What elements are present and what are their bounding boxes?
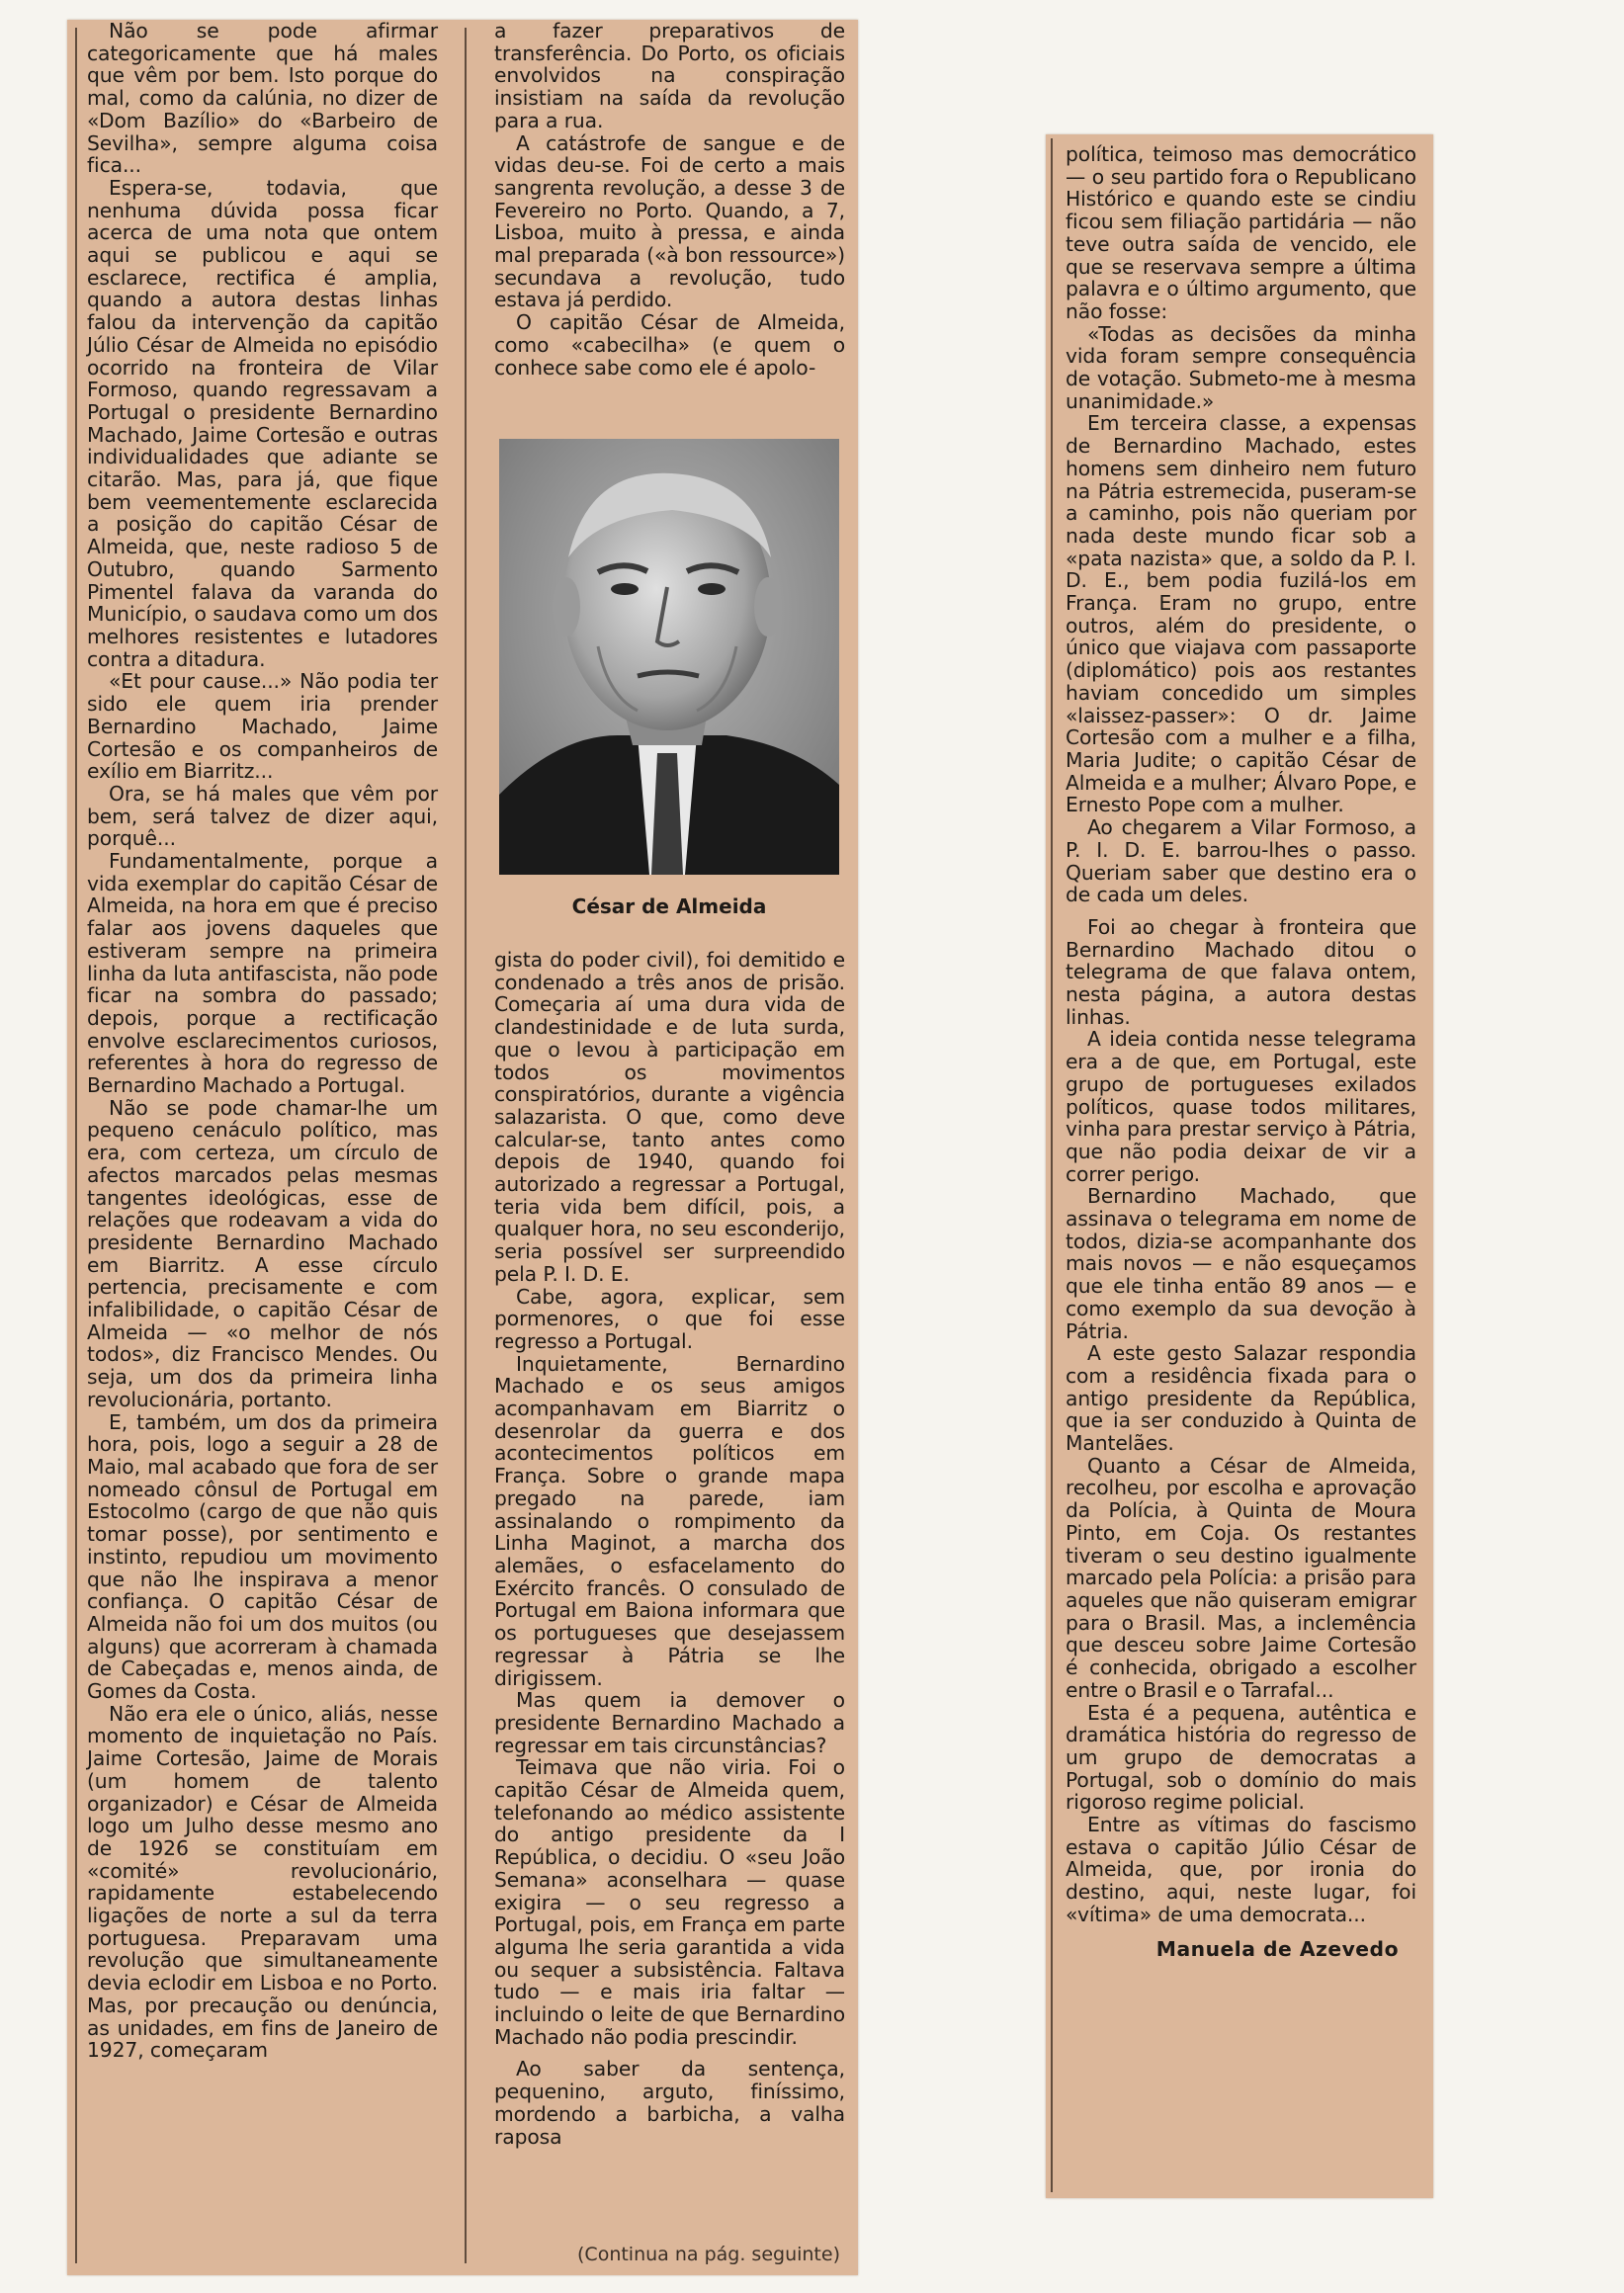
paragraph: gista do poder civil), foi demitido e condenado a três anos de prisão. Começaria aí uma dura vida de clandestinidade e de luta surda, que o levou à participação em todos os movimentos conspiratórios, durante a vigência salazarista. O que, como deve calcular-se, tanto antes como depois de 1940, quando foi autorizado a regressar a Portugal, teria vida bem difícil, pois, a qualquer hora, no seu esconderijo, seria possível ser surpreendido pela P. I. D. E. <box>494 948 845 1286</box>
paragraph: Ora, se há males que vêm por bem, será talvez de dizer aqui, porquê... <box>87 781 438 851</box>
paragraph: E, também, um dos da primeira hora, pois, logo a seguir a 28 de Maio, mal acabado que fora de ser nomeado cônsul de Portugal em Estocolmo (cargo de que não quis tomar posse), por sentimento e instinto, repudiou um movimento que não lhe inspirava a menor confiança. O capitão César de Almeida não foi um dos muitos (ou alguns) que acorreram à chamada de Cabeçadas e, menos ainda, de Gomes da Costa. <box>87 1409 438 1704</box>
paragraph: Inquietamente, Bernardino Machado e os seus amigos acompanhavam em Biarritz o desenrolar da guerra e dos acontecimentos políticos em França. Sobre o grande mapa pregado na parede, iam assinalando o rompimento da Linha Maginot, a marcha dos alemães, o esfacelamento do Exército francês. O consulado de Portugal em Baiona informara que os portugueses que desejassem regressar à Pátria se lhe dirigissem. <box>494 1351 845 1690</box>
portrait-image <box>499 439 839 875</box>
paragraph: Foi ao chegar à fronteira que Bernardino Machado ditou o telegrama de que falava ontem, nesta página, a autora destas linhas. <box>1066 914 1416 1029</box>
paragraph: A ideia contida nesse telegrama era a de que, em Portugal, este grupo de portugueses exilados políticos, quase todos militares, vinha para prestar serviço à Pátria, que não podia deixar de vir a correr perigo. <box>1066 1027 1416 1186</box>
column-rule <box>75 28 77 2263</box>
portrait-photo <box>499 439 839 875</box>
paragraph: Teimava que não viria. Foi o capitão César de Almeida quem, telefonando ao médico assistente do antigo presidente da I República, o decidiu. O «seu João Semana» aconselhara — quase exigira — o seu regresso a Portugal, pois, em França em parte alguma lhe seria garantida a vida ou sequer a subsistência. Faltava tudo — e mais iria faltar — incluindo o leite de que Bernardino Machado não podia prescindir. <box>494 1755 845 2049</box>
photo-caption: César de Almeida <box>571 894 767 918</box>
paragraph: Cabe, agora, explicar, sem pormenores, o que foi esse regresso a Portugal. <box>494 1284 845 1353</box>
paragraph: Espera-se, todavia, que nenhuma dúvida possa ficar acerca de uma nota que ontem aqui se publicou e aqui se esclarece, rectifica é amplia, quando a autora destas linhas falou da intervenção da capitão Júlio César de Almeida no episódio ocorrido na fronteira de Vilar Formoso, quando regressavam a Portugal o presidente Bernardino Machado, Jaime Cortesão e outras individualidades que adiante se citarão. Mas, para já, que fique bem veementemente esclarecida a posição do capitão César de Almeida, que, neste radioso 5 de Outubro, quando Sarmento Pimentel falava da varanda do Município, o saudava como um dos melhores resistentes e lutadores contra a ditadura. <box>87 175 438 671</box>
article-column-2-bottom <box>494 949 845 2148</box>
paragraph: Não era ele o único, aliás, nesse momento de inquietação no País. Jaime Cortesão, Jaime de Morais (um homem de talento organizador) e César de Almeida logo um Julho desse mesmo ano de 1926 se constituíam em «comité» revolucionário, rapidamente estabelecendo ligações de norte a sul da terra portuguesa. Preparavam uma revolução que simultaneamente devia eclodir em Lisboa e no Porto. Mas, por precaução ou denúncia, as unidades, em fins de Janeiro de 1927, começaram <box>87 1701 438 2063</box>
author-signature: Manuela de Azevedo <box>1155 1936 1399 1961</box>
paragraph: Quanto a César de Almeida, recolheu, por escolha e aprovação da Polícia, à Quinta de Moura Pinto, em Coja. Os restantes tiveram o seu destino igualmente marcado pela Polícia: a prisão para aqueles que não quiseram emigrar para o Brasil. Mas, a inclemência que desceu sobre Jaime Cortesão é conhecida, obrigado a escolher entre o Brasil e o Tarrafal... <box>1066 1453 1416 1702</box>
paragraph: Não se pode chamar-lhe um pequeno cenáculo político, mas era, com certeza, um círculo de afectos marcados pelas mesmas tangentes ideológicas, esse de relações que rodeavam a vida do presidente Bernardino Machado em Biarritz. A esse círculo pertencia, precisamente e com infalibilidade, o capitão César de Almeida — «o melhor de nós todos», diz Francisco Mendes. Ou seja, um dos da primeira linha revolucionária, portanto. <box>87 1095 438 1411</box>
column-rule <box>1051 138 1053 2192</box>
paragraph: Mas quem ia demover o presidente Bernardino Machado a regressar em tais circunstâncias? <box>494 1688 845 1757</box>
paragraph: «Et pour cause...» Não podia ter sido ele quem iria prender Bernardino Machado, Jaime Cortesão e os companheiros de exílio em Biarritz... <box>87 669 438 784</box>
paragraph: A este gesto Salazar respondia com a residência fixada para o antigo presidente da República, que ia ser conduzido à Quinta de Mantelães. <box>1066 1341 1416 1456</box>
paragraph: «Todas as decisões da minha vida foram sempre consequência de votação. Submeto-me à mesma unanimidade.» <box>1066 321 1416 413</box>
paragraph: Não se pode afirmar categoricamente que há males que vêm por bem. Isto porque do mal, como da calúnia, no dizer de «Dom Bazílio» do «Barbeiro de Sevilha», sempre alguma coisa fica... <box>87 19 438 178</box>
paragraph: política, teimoso mas democrático — o seu partido fora o Republicano Histórico e quando este se cindiu ficou sem filiação partidária — não teve outra saída de vencido, ele que se reservava sempre a última palavra e o último argumento, que não fosse: <box>1066 142 1416 323</box>
paragraph: O capitão César de Almeida, como «cabecilha» (e quem o conhece sabe como ele é apolo- <box>494 310 845 380</box>
paragraph: Esta é a pequena, autêntica e dramática história do regresso de um grupo de democratas a Portugal, sob o domínio do mais rigoroso regime policial. <box>1066 1700 1416 1815</box>
paragraph: Em terceira classe, a expensas de Bernardino Machado, estes homens sem dinheiro nem futuro na Pátria estremecida, puseram-se a caminho, pois não queriam por nada deste mundo ficar sob a «pata nazista» que, a soldo da P. I. D. E., bem podia fuzilá-los em França. Eram no grupo, entre outros, além do presidente, o único que viajava com passaporte (diplomático) pois aos restantes haviam concedido um simples «laissez-passer»: O dr. Jaime Cortesão com a mulher e a filha, Maria Judite; o capitão César de Almeida e a mulher; Álvaro Pope, e Ernesto Pope com a mulher. <box>1066 411 1416 817</box>
article-column-3 <box>1066 143 1416 1960</box>
paragraph: Entre as vítimas do fascismo estava o capitão Júlio César de Almeida, que, por ironia do destino, aqui, neste lugar, foi «vítima» de uma democrata... <box>1066 1813 1416 1926</box>
paragraph: Bernardino Machado, que assinava o telegrama em nome de todos, dizia-se acompanhante dos mais novos — e não esqueçamos que ele tinha então 89 anos — e como exemplo da sua devoção à Pátria. <box>1066 1184 1416 1343</box>
column-rule <box>465 28 467 2263</box>
continuation-note: (Continua na pág. seguinte) <box>577 2244 840 2265</box>
paragraph: A catástrofe de sangue e de vidas deu-se. Foi de certo a mais sangrenta revolução, a desse 3 de Fevereiro no Porto. Quando, a 7, Lisboa, muito à pressa, e ainda mal preparada («à bon ressource») secundava a revolução, tudo estava já perdido. <box>494 130 845 312</box>
article-column-1 <box>87 20 438 2062</box>
paragraph: Ao chegarem a Vilar Formoso, a P. I. D. E. barrou-lhes o passo. Queriam saber que destino era o de cada um deles. <box>1066 815 1416 907</box>
paragraph: Fundamentalmente, porque a vida exemplar do capitão César de Almeida, na hora em que é preciso falar aos jovens daqueles que estiveram sempre na primeira linha da luta antifascista, não pode ficar na sombra do passado; depois, porque a rectificação envolve esclarecimentos curiosos, referentes à hora do regresso de Bernardino Machado a Portugal. <box>87 849 438 1098</box>
paragraph: Ao saber da sentença, pequenino, arguto, finíssimo, mordendo a barbicha, a valha raposa <box>494 2057 845 2149</box>
article-column-2-top <box>494 20 845 379</box>
paragraph: a fazer preparativos de transferência. Do Porto, os oficiais envolvidos na conspiração insistiam na saída da revolução para a rua. <box>494 19 845 132</box>
